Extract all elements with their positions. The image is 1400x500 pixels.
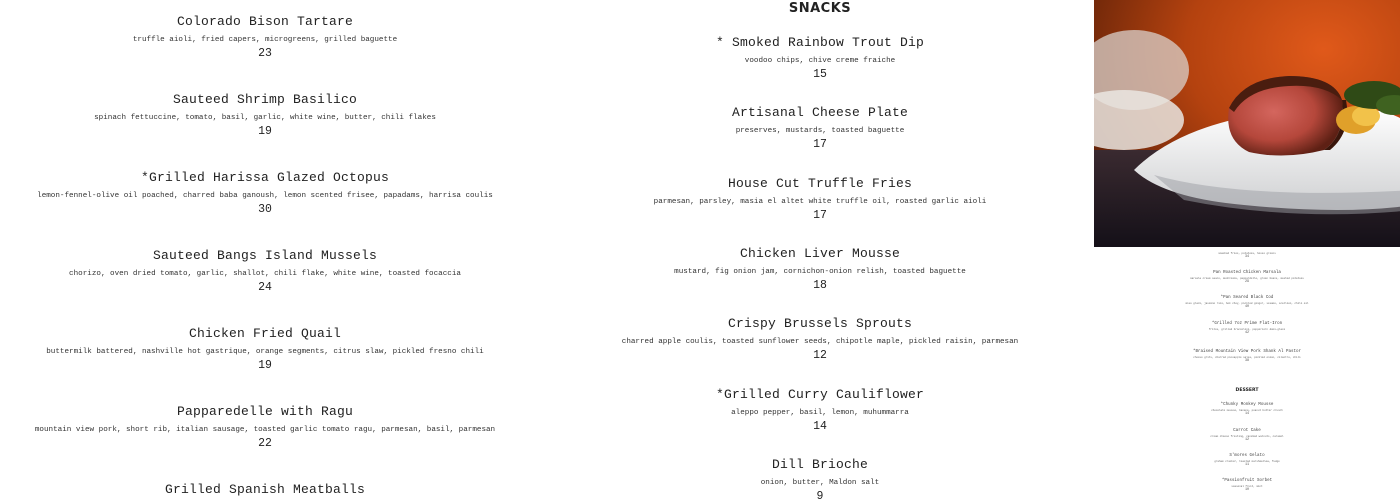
menu-item-price: 17 [813,138,827,152]
menu-item [1094,296,1400,309]
menu-item [1094,429,1400,442]
menu-item [0,404,530,450]
menu-item-name: Sauteed Shrimp Basilico [172,92,358,107]
menu-item [0,170,530,216]
menu-item-description: lemon-fennel-olive oil poached, charred baba ganoush, lemon scented frisee, papadams, harrisa coulis [37,192,493,200]
menu-item [1094,454,1400,467]
menu-item-price: 30 [258,203,272,216]
menu-item-name: *Grilled Harissa Glazed Octopus [140,170,390,185]
menu-item-description: cheese grits, charred pineapple salsa, pickled onion, cilantro, chili [1193,356,1301,359]
menu-item-name: *Grilled Curry Cauliflower [715,386,925,402]
menu-item [0,482,530,499]
menu-item-name: S'mores Gelato [1229,454,1265,458]
menu-item [1094,479,1400,492]
menu-item-description: mountain view pork, short rib, italian sausage, toasted garlic tomato ragu, parmesan, basil, parmesan [34,426,496,434]
menu-item-description: truffle aioli, fried capers, microgreens, grilled baguette [132,36,398,44]
menu-item-name: Carrot Cake [1233,429,1261,433]
menu-item-name: *Pan Seared Black Cod [1220,296,1274,300]
menu-item [1094,271,1400,284]
menu-item-price: 11 [1244,463,1250,467]
menu-item [560,246,1080,292]
menu-item-description: charred apple coulis, toasted sunflower seeds, chipotle maple, pickled raisin, parmesan [621,338,1019,347]
menu-item-name: House Cut Truffle Fries [727,175,913,191]
menu-item-price: 38 [1244,359,1250,363]
menu-item-price: 24 [258,281,272,294]
menu-item-price: 12 [1244,438,1250,442]
plated-steak-photo [1094,0,1400,247]
menu-item-price: 10 [1244,488,1250,492]
menu-item-description: parmesan, parsley, masia el altet white truffle oil, roasted garlic aioli [653,197,987,206]
menu-item-description: chocolate mousse, banana, peanut butter crunch [1211,409,1283,412]
menu-item [560,457,1080,500]
menu-item-description: frites, grilled broccolini, peppercorn demi-glace [1208,328,1286,331]
menu-item [560,105,1080,151]
menu-item [0,92,530,138]
menu-item-description: cream cheese frosting, candied walnuts, caramel [1210,435,1284,438]
menu-item-name: Grilled Spanish Meatballs [164,482,366,497]
menu-item-description: chorizo, oven dried tomato, garlic, shallot, chili flake, white wine, toasted focaccia [69,270,461,278]
menu-item-name: *Passionfruit Sorbet [1221,479,1273,483]
menu-item-price: 34 [1244,255,1250,259]
menu-item-description: graham cracker, toasted marshmallow, fudge [1214,460,1280,463]
menu-item [0,248,530,294]
menu-item-name: Papparedelle with Ragu [176,404,354,419]
menu-item-description: spinach fettuccine, tomato, basil, garlic, white wine, butter, chili flakes [94,114,436,122]
menu-item-price: 9 [816,489,824,500]
menu-item-name: Dill Brioche [771,456,868,472]
menu-item-description: miso glaze, jasmine rice, bok choy, pickled ginger, sesame, scallion, chili oil [1185,302,1309,305]
menu-item [560,316,1080,362]
menu-item-price: 29 [1244,280,1250,284]
menu-item [560,35,1080,81]
menu-item-price: 22 [258,437,272,450]
menu-item-name: Crispy Brussels Sprouts [727,316,913,332]
section-title-snacks: SNACKS [788,1,852,16]
menu-item-description: preserves, mustards, toasted baguette [735,127,905,136]
menu-item-name: Sauteed Bangs Island Mussels [152,248,378,263]
menu-item-name: Chicken Liver Mousse [739,245,901,261]
menu-item-name: Chicken Fried Quail [188,326,342,341]
menu-page-thumbnail [1094,247,1400,500]
menu-item-name: * Smoked Rainbow Trout Dip [715,35,925,50]
menu-item [0,326,530,372]
menu-item [0,14,530,60]
menu-item-price: 40 [1244,305,1250,309]
menu-item-name: *Braised Mountain View Pork Shank Al Pastor [1192,350,1302,354]
menu-item-name: Artisanal Cheese Plate [731,105,909,121]
menu-item-name: Pan Roasted Chicken Marsala [1213,271,1281,275]
menu-item-price: 18 [813,278,827,292]
menu-item [1094,403,1400,416]
section-title-dessert: DESSERT [1235,388,1259,393]
menu-item-description: buttermilk battered, nashville hot gastrique, orange segments, citrus slaw, pickled fresno chili [46,348,484,356]
menu-item-price: 15 [813,68,827,81]
menu-item-description: aleppo pepper, basil, lemon, muhummarra [731,408,909,417]
menu-item [1094,322,1400,335]
menu-item-description: seasonal fruit, mint [1231,485,1263,488]
menu-item-price: 14 [813,419,827,433]
menu-item-description: mustard, fig onion jam, cornichon-onion relish, toasted baguette [674,267,966,276]
menu-column-snacks [560,0,1080,500]
menu-item-price: 23 [258,47,272,60]
menu-item [1094,251,1400,259]
menu-column-left [0,0,530,500]
menu-item-name: *Chunky Monkey Mousse [1220,403,1274,407]
menu-item-price: 19 [258,359,272,372]
menu-item-description: voodoo chips, chive creme fraiche [744,57,896,65]
menu-item-price: 14 [1244,412,1250,416]
menu-item-name: Colorado Bison Tartare [176,14,354,29]
menu-item [560,176,1080,222]
menu-item-price: 19 [258,125,272,138]
menu-item-price: 42 [1244,331,1250,335]
menu-item-price: 12 [813,349,827,363]
menu-item [1094,350,1400,363]
menu-item-description: smashed fries, potatoes, house greens [1218,252,1276,255]
food-photo-svg [1094,0,1400,247]
menu-column-right [1094,0,1400,500]
menu-item-description: onion, butter, Maldon salt [760,478,880,487]
menu-item-price: 17 [813,208,827,222]
menu-item [560,387,1080,433]
menu-item-description: marsala cream sauce, mushrooms, pappardelle, green beans, mashed potatoes [1190,277,1304,280]
menu-item-name: *Grilled 7oz Prime Flat-Iron [1211,322,1283,326]
